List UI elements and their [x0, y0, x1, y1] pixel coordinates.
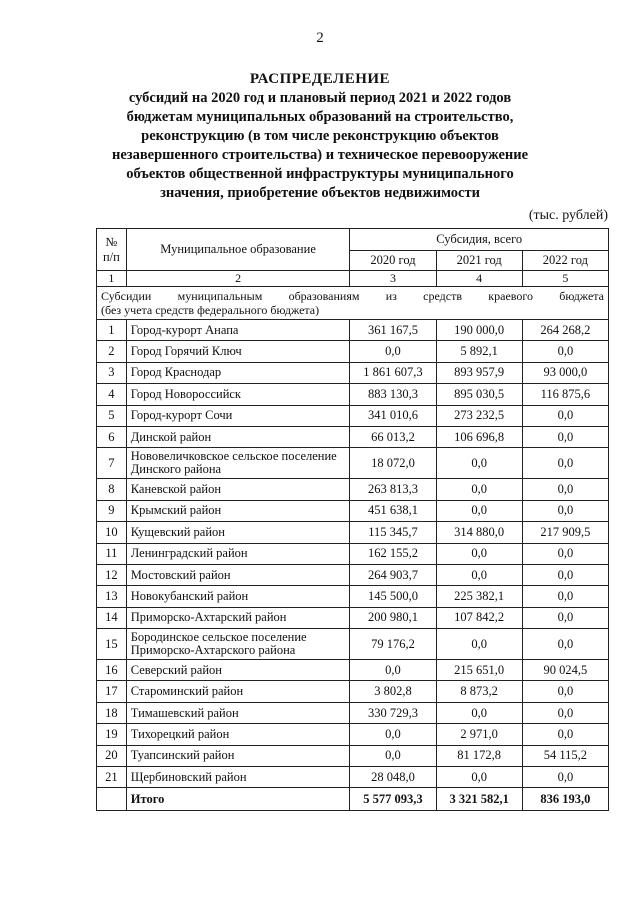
row-name-cell: Каневской район: [126, 479, 350, 500]
header-2020: 2020 год: [350, 251, 436, 271]
section-row: [97, 287, 609, 320]
row-num-cell: 10: [97, 522, 127, 543]
row-num-cell: 6: [97, 426, 127, 447]
total-num-cell: [97, 788, 127, 811]
index-cell: 3: [350, 271, 436, 287]
row-2020-cell: 0,0: [350, 724, 436, 745]
row-2022-cell: 90 024,5: [522, 660, 608, 681]
row-name-cell: Крымский район: [126, 500, 350, 521]
header-municipality: Муниципальное образование: [126, 229, 350, 271]
row-num-cell: 17: [97, 681, 127, 702]
row-2021-cell: 106 696,8: [436, 426, 522, 447]
row-name-cell: Город-курорт Сочи: [126, 405, 350, 426]
column-index-row: [97, 271, 609, 287]
row-num-cell: 12: [97, 564, 127, 585]
row-2021-cell: 81 172,8: [436, 745, 522, 766]
row-2021-cell: 215 651,0: [436, 660, 522, 681]
row-2021-cell: 893 957,9: [436, 362, 522, 383]
table-row: [97, 745, 609, 766]
header-subsidy-total: Субсидия, всего: [350, 229, 609, 251]
row-2020-cell: 451 638,1: [350, 500, 436, 521]
row-2021-cell: 314 880,0: [436, 522, 522, 543]
section-line: (без учета средств федерального бюджета): [101, 303, 320, 317]
row-2021-cell: 0,0: [436, 448, 522, 479]
table-row: [97, 702, 609, 723]
row-name-cell: Староминский район: [126, 681, 350, 702]
row-2020-cell: 264 903,7: [350, 564, 436, 585]
total-2022: 836 193,0: [522, 788, 608, 811]
header-2022: 2022 год: [522, 251, 608, 271]
row-2022-cell: 54 115,2: [522, 745, 608, 766]
row-name-cell: Бородинское сельское поселение Приморско-Ахтарского района: [126, 629, 350, 660]
header-2021: 2021 год: [436, 251, 522, 271]
table-row: [97, 543, 609, 564]
row-num-cell: 15: [97, 629, 127, 660]
row-2022-cell: 0,0: [522, 479, 608, 500]
row-name-cell: Нововеличковское сельское поселение Динского района: [126, 448, 350, 479]
row-2022-cell: 0,0: [522, 500, 608, 521]
row-name-cell: Тимашевский район: [126, 702, 350, 723]
total-2020: 5 577 093,3: [350, 788, 436, 811]
row-2020-cell: 200 980,1: [350, 607, 436, 628]
row-2020-cell: 330 729,3: [350, 702, 436, 723]
row-2021-cell: 895 030,5: [436, 384, 522, 405]
table-row: [97, 724, 609, 745]
row-2020-cell: 162 155,2: [350, 543, 436, 564]
table-row: [97, 479, 609, 500]
row-2021-cell: 190 000,0: [436, 320, 522, 341]
row-2021-cell: 0,0: [436, 479, 522, 500]
row-num-cell: 8: [97, 479, 127, 500]
row-num-cell: 5: [97, 405, 127, 426]
row-2022-cell: 0,0: [522, 629, 608, 660]
section-line: Субсидии муниципальным образованиям из средств краевого бюджета: [101, 289, 604, 303]
row-2022-cell: 93 000,0: [522, 362, 608, 383]
row-2020-cell: 28 048,0: [350, 767, 436, 788]
row-2021-cell: 0,0: [436, 629, 522, 660]
row-2022-cell: 0,0: [522, 681, 608, 702]
row-num-cell: 11: [97, 543, 127, 564]
row-2022-cell: 0,0: [522, 607, 608, 628]
row-name-cell: Мостовский район: [126, 564, 350, 585]
row-num-cell: 18: [97, 702, 127, 723]
row-2022-cell: 0,0: [522, 405, 608, 426]
row-2021-cell: 0,0: [436, 543, 522, 564]
index-cell: 4: [436, 271, 522, 287]
row-num-cell: 2: [97, 341, 127, 362]
section-caption: [97, 287, 609, 320]
row-num-cell: 1: [97, 320, 127, 341]
page-number: 2: [316, 30, 324, 46]
table-row: [97, 341, 609, 362]
row-name-cell: Северский район: [126, 660, 350, 681]
total-row: [97, 788, 609, 811]
index-cell: 1: [97, 271, 127, 287]
index-cell: 5: [522, 271, 608, 287]
row-name-cell: Новокубанский район: [126, 586, 350, 607]
row-2022-cell: 0,0: [522, 767, 608, 788]
title-line: бюджетам муниципальных образований на строительство,: [126, 109, 514, 125]
title-line: значения, приобретение объектов недвижимости: [160, 185, 480, 201]
row-2020-cell: 145 500,0: [350, 586, 436, 607]
table-row: [97, 405, 609, 426]
row-num-cell: 7: [97, 448, 127, 479]
row-num-cell: 9: [97, 500, 127, 521]
subsidy-table: [96, 228, 609, 811]
row-2021-cell: 225 382,1: [436, 586, 522, 607]
row-name-cell: Кущевский район: [126, 522, 350, 543]
row-2021-cell: 5 892,1: [436, 341, 522, 362]
row-2022-cell: 0,0: [522, 564, 608, 585]
row-2020-cell: 79 176,2: [350, 629, 436, 660]
row-2022-cell: 264 268,2: [522, 320, 608, 341]
table-row: [97, 629, 609, 660]
row-name-cell: Город-курорт Анапа: [126, 320, 350, 341]
row-num-cell: 14: [97, 607, 127, 628]
row-2021-cell: 8 873,2: [436, 681, 522, 702]
table-row: [97, 320, 609, 341]
header-num: № п/п: [97, 229, 127, 271]
row-2020-cell: 1 861 607,3: [350, 362, 436, 383]
row-2020-cell: 115 345,7: [350, 522, 436, 543]
row-num-cell: 4: [97, 384, 127, 405]
row-2020-cell: 341 010,6: [350, 405, 436, 426]
row-2021-cell: 0,0: [436, 767, 522, 788]
row-2020-cell: 263 813,3: [350, 479, 436, 500]
total-2021: 3 321 582,1: [436, 788, 522, 811]
document-title: [90, 70, 550, 203]
row-2022-cell: 0,0: [522, 426, 608, 447]
table-row: [97, 448, 609, 479]
row-2022-cell: 217 909,5: [522, 522, 608, 543]
row-num-cell: 16: [97, 660, 127, 681]
row-2022-cell: 0,0: [522, 586, 608, 607]
table-row: [97, 660, 609, 681]
row-2020-cell: 18 072,0: [350, 448, 436, 479]
row-2022-cell: 116 875,6: [522, 384, 608, 405]
row-2021-cell: 0,0: [436, 702, 522, 723]
row-num-cell: 13: [97, 586, 127, 607]
row-2022-cell: 0,0: [522, 702, 608, 723]
row-2020-cell: 0,0: [350, 745, 436, 766]
row-num-cell: 3: [97, 362, 127, 383]
row-2022-cell: 0,0: [522, 448, 608, 479]
table-row: [97, 586, 609, 607]
row-2020-cell: 361 167,5: [350, 320, 436, 341]
row-2022-cell: 0,0: [522, 543, 608, 564]
row-name-cell: Щербиновский район: [126, 767, 350, 788]
row-2020-cell: 883 130,3: [350, 384, 436, 405]
row-name-cell: Динской район: [126, 426, 350, 447]
row-name-cell: Приморско-Ахтарский район: [126, 607, 350, 628]
total-label: Итого: [126, 788, 350, 811]
row-name-cell: Город Новороссийск: [126, 384, 350, 405]
row-2020-cell: 0,0: [350, 341, 436, 362]
row-2021-cell: 2 971,0: [436, 724, 522, 745]
row-name-cell: Город Краснодар: [126, 362, 350, 383]
table-row: [97, 426, 609, 447]
table-row: [97, 681, 609, 702]
row-2020-cell: 0,0: [350, 660, 436, 681]
index-cell: 2: [126, 271, 350, 287]
table-row: [97, 362, 609, 383]
title-line: субсидий на 2020 год и плановый период 2021 и 2022 годов: [128, 90, 512, 106]
row-num-cell: 20: [97, 745, 127, 766]
table-body: [97, 320, 609, 788]
row-name-cell: Тихорецкий район: [126, 724, 350, 745]
row-2021-cell: 273 232,5: [436, 405, 522, 426]
row-name-cell: Туапсинский район: [126, 745, 350, 766]
row-2020-cell: 66 013,2: [350, 426, 436, 447]
table-row: [97, 564, 609, 585]
title-line: незавершенного строительства) и техническое перевооружение: [111, 147, 529, 163]
row-2022-cell: 0,0: [522, 341, 608, 362]
row-2021-cell: 107 842,2: [436, 607, 522, 628]
table-row: [97, 384, 609, 405]
units-label: (тыс. рублей): [528, 208, 608, 223]
row-2020-cell: 3 802,8: [350, 681, 436, 702]
table-row: [97, 522, 609, 543]
row-2021-cell: 0,0: [436, 564, 522, 585]
row-2022-cell: 0,0: [522, 724, 608, 745]
table-row: [97, 500, 609, 521]
title-line: объектов общественной инфраструктуры муниципального: [126, 166, 514, 182]
row-2021-cell: 0,0: [436, 500, 522, 521]
row-name-cell: Ленинградский район: [126, 543, 350, 564]
title-heading: РАСПРЕДЕЛЕНИЕ: [249, 71, 391, 87]
table-row: [97, 767, 609, 788]
row-num-cell: 19: [97, 724, 127, 745]
row-name-cell: Город Горячий Ключ: [126, 341, 350, 362]
row-num-cell: 21: [97, 767, 127, 788]
title-line: реконструкцию (в том числе реконструкцию объектов: [141, 128, 499, 144]
table-row: [97, 607, 609, 628]
